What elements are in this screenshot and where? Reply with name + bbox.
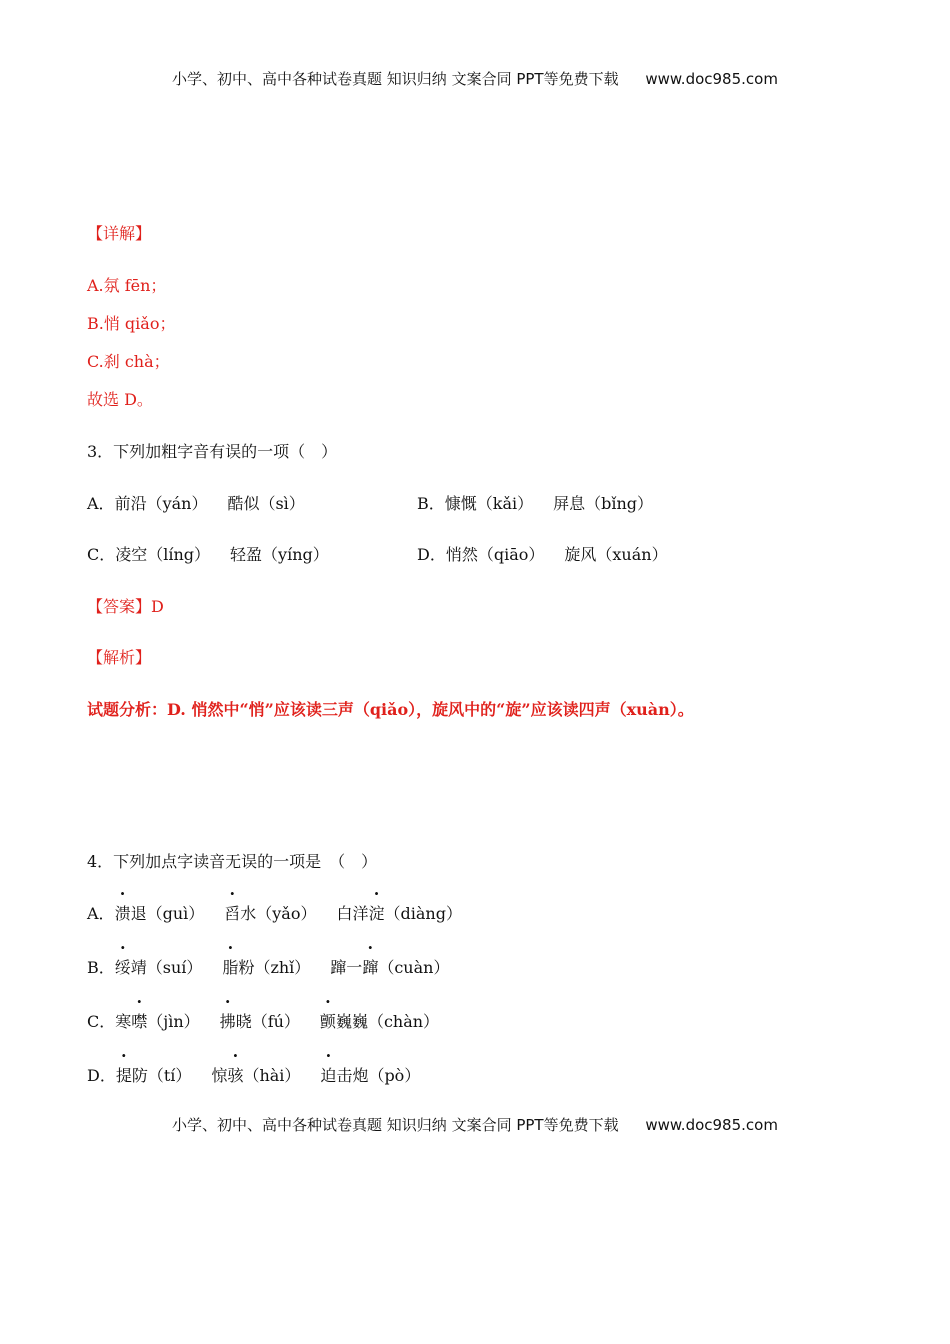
detail-line-b: B.悄 qiǎo； [87, 314, 176, 333]
q4-option-c[interactable]: C．寒噤（jìn） 拂晓（fú） 颤巍巍（chàn） [87, 1012, 440, 1031]
q4-option-b[interactable]: B．绥靖（suí） 脂粉（zhǐ） 蹿一蹿（cuàn） [87, 958, 450, 977]
q3-options-row-2 [87, 542, 747, 565]
q4-option-a[interactable]: A．溃退（guì） 舀水（yǎo） 白洋淀（diàng） [87, 904, 462, 923]
detail-conclusion: 故选 D。 [87, 390, 153, 409]
footer-site-link[interactable]: www.doc985.com [645, 1116, 778, 1134]
q3-option-a[interactable]: A．前沿（yán） 酷似（sì） [87, 494, 305, 513]
detail-title: 【详解】 [87, 224, 152, 243]
header-site-link[interactable]: www.doc985.com [645, 70, 778, 88]
q3-option-c[interactable]: C．凌空（líng） 轻盈（yíng） [87, 545, 329, 564]
q4-stem: 4．下列加点字读音无误的一项是 （ ） [87, 852, 378, 871]
q4-option-d[interactable]: D．提防（tí） 惊骇（hài） 迫击炮（pò） [87, 1066, 421, 1085]
page-header [0, 68, 950, 89]
answer-value: D [151, 597, 164, 616]
analysis-title: 【解析】 [87, 648, 152, 667]
q3-options-row-1 [87, 491, 747, 514]
header-text: 小学、初中、高中各种试卷真题 知识归纳 文案合同 PPT等免费下载 [172, 70, 619, 88]
detail-line-c: C.刹 chà； [87, 352, 170, 371]
detail-line-a: A.氛 fēn； [87, 276, 167, 295]
q3-answer [87, 594, 164, 617]
answer-label: 【答案】 [87, 597, 152, 616]
q3-option-d[interactable]: D．悄然（qiāo） 旋风（xuán） [417, 545, 668, 564]
q3-option-b[interactable]: B．慷慨（kǎi） 屏息（bǐng） [417, 494, 654, 513]
page-footer [0, 1114, 950, 1135]
footer-text: 小学、初中、高中各种试卷真题 知识归纳 文案合同 PPT等免费下载 [172, 1116, 619, 1134]
q3-stem: 3．下列加粗字音有误的一项（ ） [87, 442, 338, 461]
analysis-text: 试题分析：D. 悄然中“悄”应该读三声（qiǎo），旋风中的“旋”应该读四声（xuàn）。 [87, 700, 694, 719]
